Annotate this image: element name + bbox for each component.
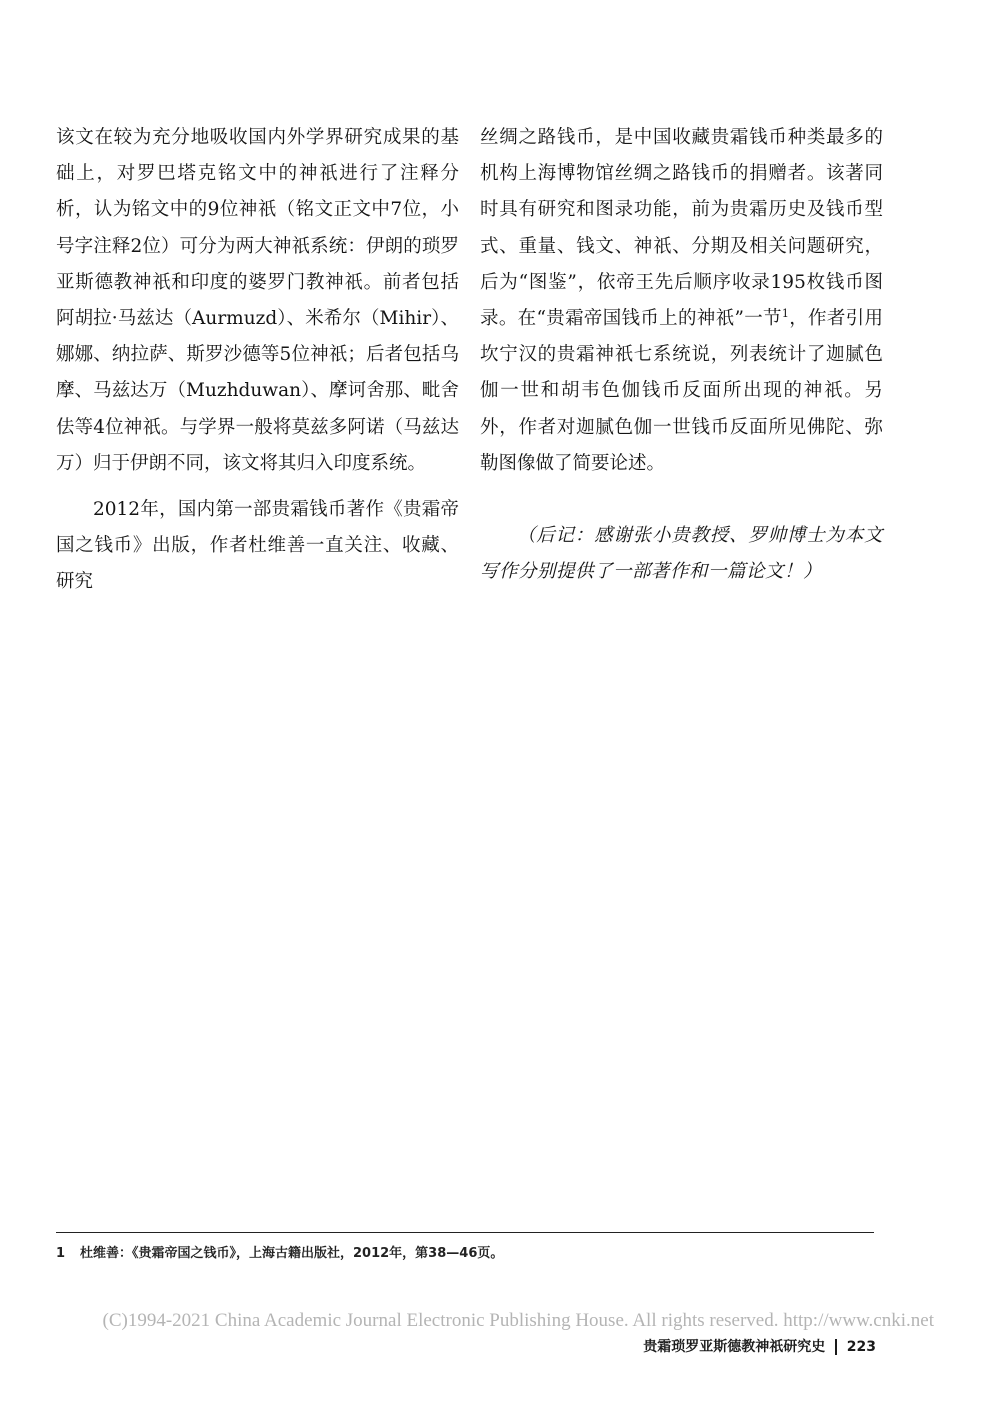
footnote-number: 1	[56, 1246, 66, 1261]
footnote-reference[interactable]: 1	[781, 306, 789, 320]
paragraph-text: 丝绸之路钱币，是中国收藏贵霜钱币种类最多的机构上海博物馆丝绸之路钱币的捐赠者。该著同时具有研究和图录功能，前为贵霜历史及钱币型式、重量、钱文、神祇、分期及相关问题研究，后为“图鉴”，依帝王先后顺序收录195枚钱币图录。在“贵霜帝国钱币上的神祇”一节	[480, 127, 883, 330]
body-paragraph	[480, 120, 883, 482]
body-paragraph: 2012年，国内第一部贵霜钱币著作《贵霜帝国之钱币》出版，作者杜维善一直关注、收藏、研究	[56, 499, 459, 593]
page-number: 223	[846, 1339, 876, 1355]
copyright-watermark: (C)1994-2021 China Academic Journal Electronic Publishing House. All rights reserved. http://www.cnki.net	[102, 1310, 934, 1331]
paragraph-text: ，作者引用坎宁汉的贵霜神祇七系统说，列表统计了迦腻色伽一世和胡韦色伽钱币反面所出现的神祇。另外，作者对迦腻色伽一世钱币反面所见佛陀、弥勒图像做了简要论述。	[480, 308, 883, 474]
running-title: 贵霜琐罗亚斯德教神祇研究史	[643, 1339, 826, 1355]
left-column	[56, 120, 459, 601]
right-column	[480, 120, 883, 590]
footnote-divider	[56, 1232, 874, 1233]
footer-separator	[835, 1339, 837, 1355]
postscript: （后记：感谢张小贵教授、罗帅博士为本文写作分别提供了一部著作和一篇论文！）	[480, 525, 883, 583]
body-paragraph: 该文在较为充分地吸收国内外学界研究成果的基础上，对罗巴塔克铭文中的神祇进行了注释分析，认为铭文中的9位神祇（铭文正文中7位，小号字注释2位）可分为两大神祇系统：伊朗的琐罗亚斯德教神祇和印度的婆罗门教神祇。前者包括阿胡拉·马兹达（Aurmuzd）、米希尔（Mihir）、娜娜、纳拉萨、斯罗沙德等5位神祇；后者包括乌摩、马兹达万（Muzhduwan）、摩诃舍那、毗舍佉等4位神祇。与学界一般将莫兹多阿诺（马兹达万）归于伊朗不同，该文将其归入印度系统。	[56, 127, 459, 474]
footnote	[56, 1244, 503, 1264]
running-footer	[643, 1336, 876, 1356]
footnote-text: 杜维善：《贵霜帝国之钱币》，上海古籍出版社，2012年，第38—46页。	[80, 1246, 504, 1261]
